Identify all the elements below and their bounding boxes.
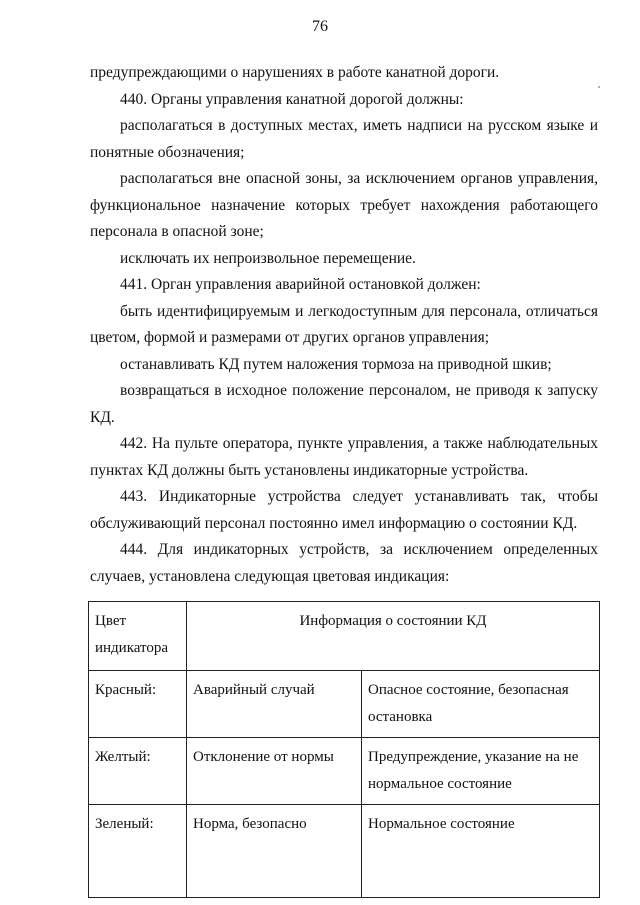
paragraph: располагаться вне опасной зоны, за исключением органов управления, функциональное назначение которых требует нахождения работающего персонала в опасной зоне; <box>90 170 598 240</box>
paragraph: 441. Орган управления аварийной остановкой должен: <box>120 276 481 293</box>
table-header-row <box>89 602 600 671</box>
event-cell: Отклонение от нормы <box>187 738 362 805</box>
paragraph: возвращаться в исходное положение персоналом, не приводя к запуску КД. <box>90 382 598 426</box>
event-cell: Норма, безопасно <box>187 805 362 898</box>
scan-speck <box>598 86 600 88</box>
color-cell: Красный: <box>89 671 187 738</box>
paragraph: останавливать КД путем наложения тормоза на приводной шкив; <box>120 355 552 373</box>
paragraph: 442. На пульте оператора, пункте управления, а также наблюдательных пунктах КД должны быть установлены индикаторные устройства. <box>90 435 598 479</box>
paragraph: предупреждающими о нарушениях в работе канатной дороги. <box>90 64 500 81</box>
state-cell: Предупреждение, указание на не нормальное состояние <box>362 738 600 805</box>
color-cell: Зеленый: <box>89 805 187 898</box>
indicator-color-table <box>88 601 600 898</box>
table-row <box>89 738 600 805</box>
table-row <box>89 805 600 898</box>
paragraph: 443. Индикаторные устройства следует устанавливать так, чтобы обслуживающий персонал постоянно имел информацию о состоянии КД. <box>90 488 598 532</box>
color-cell: Желтый: <box>89 738 187 805</box>
state-cell: Нормальное состояние <box>362 805 600 898</box>
paragraph: 440. Органы управления канатной дорогой должны: <box>120 90 464 108</box>
paragraph: быть идентифицируемым и легкодоступным для персонала, отличаться цветом, формой и размерами от других органов управления; <box>90 302 598 346</box>
state-cell: Опасное состояние, безопасная остановка <box>362 671 600 738</box>
table-row <box>89 671 600 738</box>
header-info-cell: Информация о состоянии КД <box>187 602 600 671</box>
paragraph: располагаться в доступных местах, иметь надписи на русском языке и понятные обозначения; <box>90 117 598 161</box>
document-body <box>90 60 598 590</box>
page-number: 76 <box>312 18 328 35</box>
paragraph: 444. Для индикаторных устройств, за исключением определенных случаев, установлена следующая цветовая индикация: <box>90 541 598 585</box>
header-color-cell: Цвет индикатора <box>89 602 187 671</box>
event-cell: Аварийный случай <box>187 671 362 738</box>
paragraph: исключать их непроизвольное перемещение. <box>120 249 416 267</box>
